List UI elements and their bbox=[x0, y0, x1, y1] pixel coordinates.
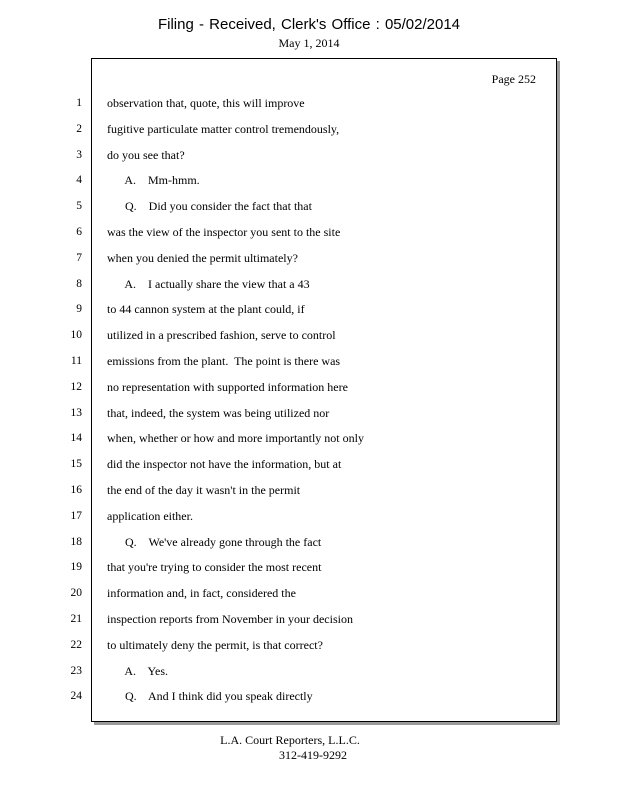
transcript-line: application either. bbox=[107, 508, 193, 523]
line-number: 8 bbox=[76, 277, 82, 290]
line-number: 2 bbox=[76, 122, 82, 135]
line-number: 20 bbox=[70, 587, 82, 600]
filing-stamp: Filing - Received, Clerk's Office : 05/02/2014 bbox=[157, 16, 461, 33]
transcript-line: Q. And I think did you speak directly bbox=[107, 689, 313, 704]
line-number: 18 bbox=[70, 535, 82, 548]
transcript-line: observation that, quote, this will improve bbox=[107, 96, 305, 110]
transcript-line: inspection reports from November in your decision bbox=[107, 611, 353, 626]
transcript-line: that you're trying to consider the most recent bbox=[107, 560, 322, 575]
line-number: 17 bbox=[70, 509, 82, 522]
line-number: 3 bbox=[76, 148, 82, 161]
line-number: 24 bbox=[70, 690, 82, 703]
line-number: 7 bbox=[76, 251, 82, 264]
line-number-column bbox=[60, 93, 82, 712]
transcript-line: that, indeed, the system was being utilized nor bbox=[107, 405, 330, 420]
transcript-line: to ultimately deny the permit, is that correct? bbox=[107, 637, 323, 652]
transcript-text bbox=[107, 93, 547, 712]
line-number: 14 bbox=[70, 432, 82, 445]
line-number: 6 bbox=[76, 225, 82, 238]
line-number: 21 bbox=[70, 612, 82, 625]
transcript-line: to 44 cannon system at the plant could, if bbox=[107, 302, 305, 317]
line-number: 15 bbox=[70, 458, 82, 471]
line-number: 5 bbox=[76, 200, 82, 213]
line-number: 11 bbox=[70, 354, 82, 367]
line-number: 16 bbox=[70, 483, 82, 496]
line-number: 10 bbox=[70, 329, 82, 342]
transcript-line: did the inspector not have the information, but at bbox=[107, 457, 342, 472]
transcript-line: no representation with supported information here bbox=[107, 379, 348, 394]
line-number: 13 bbox=[70, 406, 82, 419]
transcript-line: when you denied the permit ultimately? bbox=[107, 250, 298, 265]
transcript-line: do you see that? bbox=[107, 147, 185, 162]
transcript-date: May 1, 2014 bbox=[278, 36, 340, 50]
line-number: 19 bbox=[70, 561, 82, 574]
court-reporter-phone: 312-419-9292 bbox=[279, 748, 347, 762]
transcript-line: emissions from the plant. The point is there was bbox=[107, 353, 341, 368]
line-number: 1 bbox=[76, 97, 82, 109]
line-number: 9 bbox=[76, 303, 82, 316]
transcript-line: information and, in fact, considered the bbox=[107, 586, 296, 601]
transcript-line: fugitive particulate matter control tremendously, bbox=[107, 121, 340, 136]
court-reporter-name: L.A. Court Reporters, L.L.C. bbox=[220, 733, 360, 747]
transcript-line: Q. We've already gone through the fact bbox=[107, 534, 322, 549]
transcript-line: the end of the day it wasn't in the permit bbox=[107, 482, 301, 497]
line-number: 12 bbox=[70, 380, 82, 393]
transcript-line: was the view of the inspector you sent to the site bbox=[107, 224, 341, 239]
transcript-line: when, whether or how and more importantly not only bbox=[107, 431, 364, 446]
line-number: 4 bbox=[76, 174, 82, 187]
page-number: Page 252 bbox=[491, 72, 536, 86]
transcript-line: Q. Did you consider the fact that that bbox=[107, 199, 312, 214]
transcript-line: A. I actually share the view that a 43 bbox=[107, 276, 310, 291]
transcript-line: utilized in a prescribed fashion, serve to control bbox=[107, 328, 336, 343]
transcript-line: A. Yes. bbox=[107, 663, 169, 678]
transcript-line: A. Mm-hmm. bbox=[107, 173, 200, 188]
line-number: 23 bbox=[70, 664, 82, 677]
line-number: 22 bbox=[70, 638, 82, 651]
